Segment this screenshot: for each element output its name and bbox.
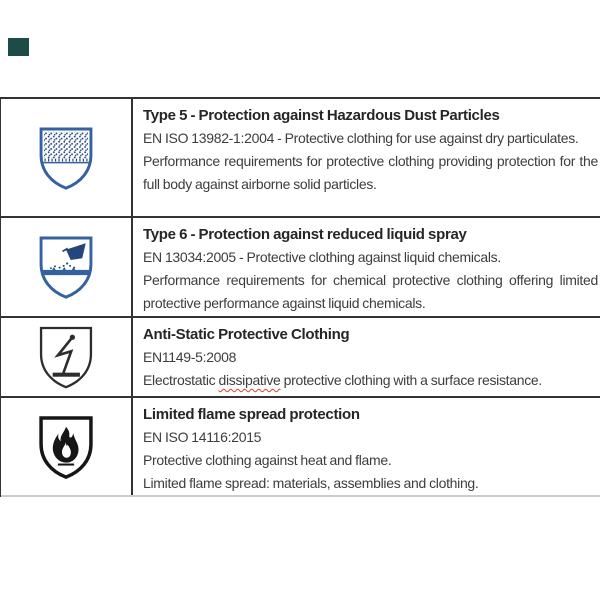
flame-spread-shield-icon [37, 413, 95, 481]
pictogram-cell [1, 99, 133, 216]
description-cell [133, 398, 600, 495]
paragraph: EN ISO 13982-1:2004 - Protective clothing for use against dry particulates. [143, 130, 579, 146]
table-row [1, 398, 600, 497]
pictogram-cell [1, 218, 133, 316]
color-swatch [8, 38, 29, 56]
misspelled-word: dissipative [218, 372, 281, 388]
pictogram-cell [1, 398, 133, 495]
paragraph: Electrostatic dissipative protective clothing with a surface resistance. [143, 372, 543, 388]
dust-particles-shield-icon [37, 124, 95, 192]
row-title: Type 6 - Protection against reduced liquid spray [143, 226, 467, 243]
row-title: Anti-Static Protective Clothing [143, 326, 350, 343]
table-row [1, 218, 600, 318]
paragraph: Performance requirements for chemical protective clothing offering limited protective performance against liquid chemicals. [143, 272, 598, 311]
paragraph: Protective clothing against heat and flame. [143, 452, 392, 468]
table-row [1, 99, 600, 218]
table-row [1, 318, 600, 398]
pictogram-cell [1, 318, 133, 396]
anti-static-shield-icon [37, 323, 95, 391]
paragraph: EN 13034:2005 - Protective clothing against liquid chemicals. [143, 249, 501, 265]
row-title: Type 5 - Protection against Hazardous Dust Particles [143, 107, 500, 124]
standards-table [0, 97, 600, 497]
liquid-spray-shield-icon [37, 233, 95, 301]
paragraph: EN1149-5:2008 [143, 349, 237, 365]
paragraph: Limited flame spread: materials, assemblies and clothing. [143, 475, 479, 491]
row-title: Limited flame spread protection [143, 406, 360, 423]
description-cell [133, 218, 600, 316]
paragraph: Performance requirements for protective clothing providing protection for the full body against airborne solid particles. [143, 153, 598, 192]
paragraph: EN ISO 14116:2015 [143, 429, 262, 445]
description-cell [133, 318, 600, 396]
description-cell [133, 99, 600, 216]
